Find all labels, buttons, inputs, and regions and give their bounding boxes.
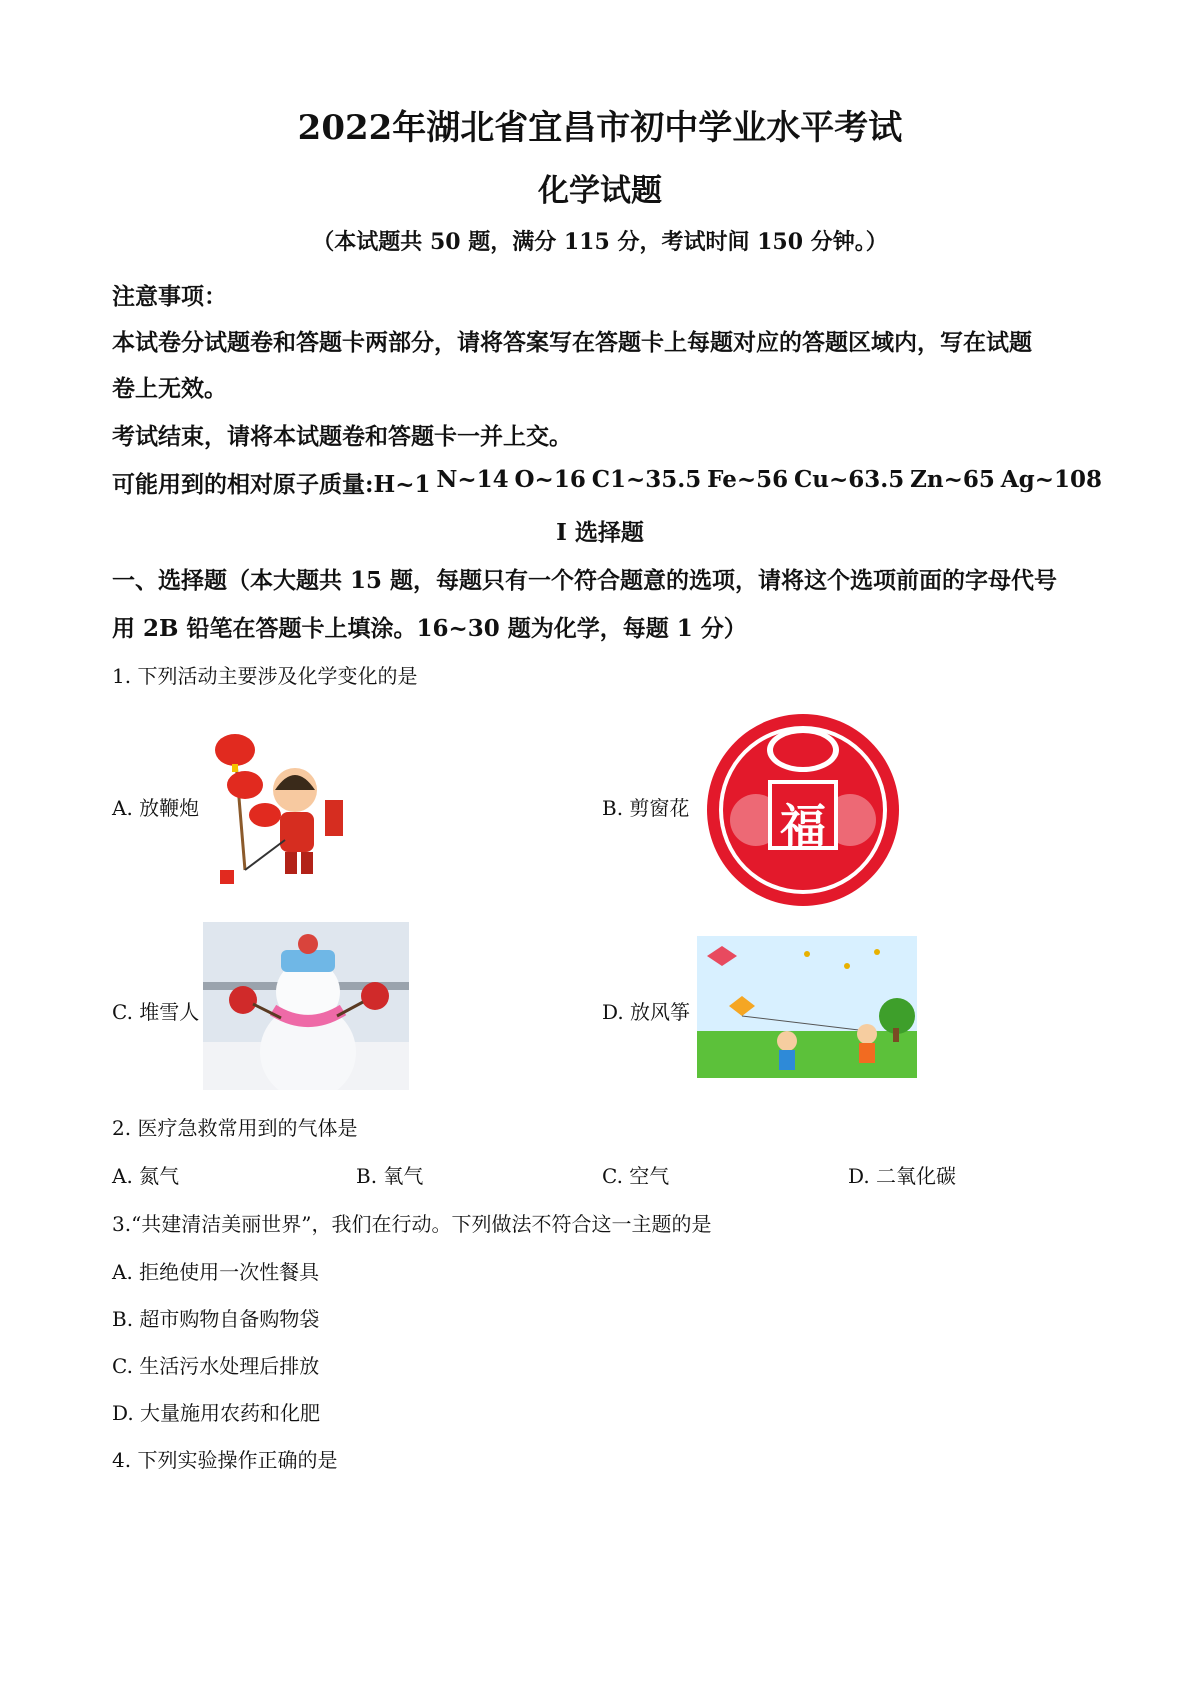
q3-option-b: B. 超市购物自备购物袋 bbox=[112, 1307, 320, 1331]
notice-heading: 注意事项： bbox=[112, 283, 227, 310]
atomic-mass-o: O~16 bbox=[514, 466, 586, 493]
atomic-mass-n: N~14 bbox=[436, 466, 509, 493]
exam-info: （本试题共 50 题，满分 115 分，考试时间 150 分钟。） bbox=[312, 229, 888, 255]
q1-option-c: C. 堆雪人 bbox=[112, 1000, 200, 1024]
kite-flying-image bbox=[697, 936, 917, 1078]
papercut-image bbox=[696, 710, 910, 910]
q3-option-a: A. 拒绝使用一次性餐具 bbox=[112, 1260, 320, 1284]
notice-line-1: 本试卷分试题卷和答题卡两部分，请将答案写在答题卡上每题对应的答题区域内，写在试题 bbox=[112, 329, 1032, 356]
atomic-mass-label: 可能用到的相对原子质量:H~1 bbox=[112, 471, 431, 498]
q1-stem: 1. 下列活动主要涉及化学变化的是 bbox=[112, 664, 418, 688]
atomic-mass-line bbox=[112, 466, 1102, 499]
section-instruction-1: 一、选择题（本大题共 15 题，每题只有一个符合题意的选项，请将这个选项前面的字母代号 bbox=[112, 567, 1058, 594]
q4-stem: 4. 下列实验操作正确的是 bbox=[112, 1448, 338, 1472]
section-instruction-2: 用 2B 铅笔在答题卡上填涂。16~30 题为化学，每题 1 分） bbox=[112, 615, 747, 642]
q2-stem: 2. 医疗急救常用到的气体是 bbox=[112, 1116, 358, 1140]
q2-option-c: C. 空气 bbox=[602, 1164, 670, 1188]
notice-line-2: 卷上无效。 bbox=[112, 375, 227, 402]
q2-option-b: B. 氧气 bbox=[356, 1164, 424, 1188]
snowman-image bbox=[203, 922, 409, 1090]
notice-line-3: 考试结束，请将本试题卷和答题卡一并上交。 bbox=[112, 423, 572, 450]
atomic-mass-zn: Zn~65 bbox=[910, 466, 995, 493]
q3-option-c: C. 生活污水处理后排放 bbox=[112, 1354, 320, 1378]
q2-option-d: D. 二氧化碳 bbox=[848, 1164, 957, 1188]
exam-subtitle: 化学试题 bbox=[538, 173, 662, 209]
firecracker-boy-image bbox=[205, 720, 377, 890]
q3-option-d: D. 大量施用农药和化肥 bbox=[112, 1401, 321, 1425]
atomic-mass-fe: Fe~56 bbox=[707, 466, 789, 493]
q1-option-d: D. 放风筝 bbox=[602, 1000, 691, 1024]
section-title: I 选择题 bbox=[556, 519, 644, 546]
q1-option-a: A. 放鞭炮 bbox=[112, 796, 200, 820]
q2-option-a: A. 氮气 bbox=[112, 1164, 180, 1188]
exam-title: 2022年湖北省宜昌市初中学业水平考试 bbox=[297, 108, 903, 148]
atomic-mass-cu: Cu~63.5 bbox=[793, 466, 905, 493]
q1-option-b: B. 剪窗花 bbox=[602, 796, 690, 820]
q3-stem: 3.“共建清洁美丽世界”，我们在行动。下列做法不符合这一主题的是 bbox=[112, 1212, 712, 1236]
atomic-mass-cl: C1~35.5 bbox=[591, 466, 702, 493]
papercut-character: 福 bbox=[780, 799, 826, 853]
atomic-mass-ag: Ag~108 bbox=[1000, 466, 1102, 493]
